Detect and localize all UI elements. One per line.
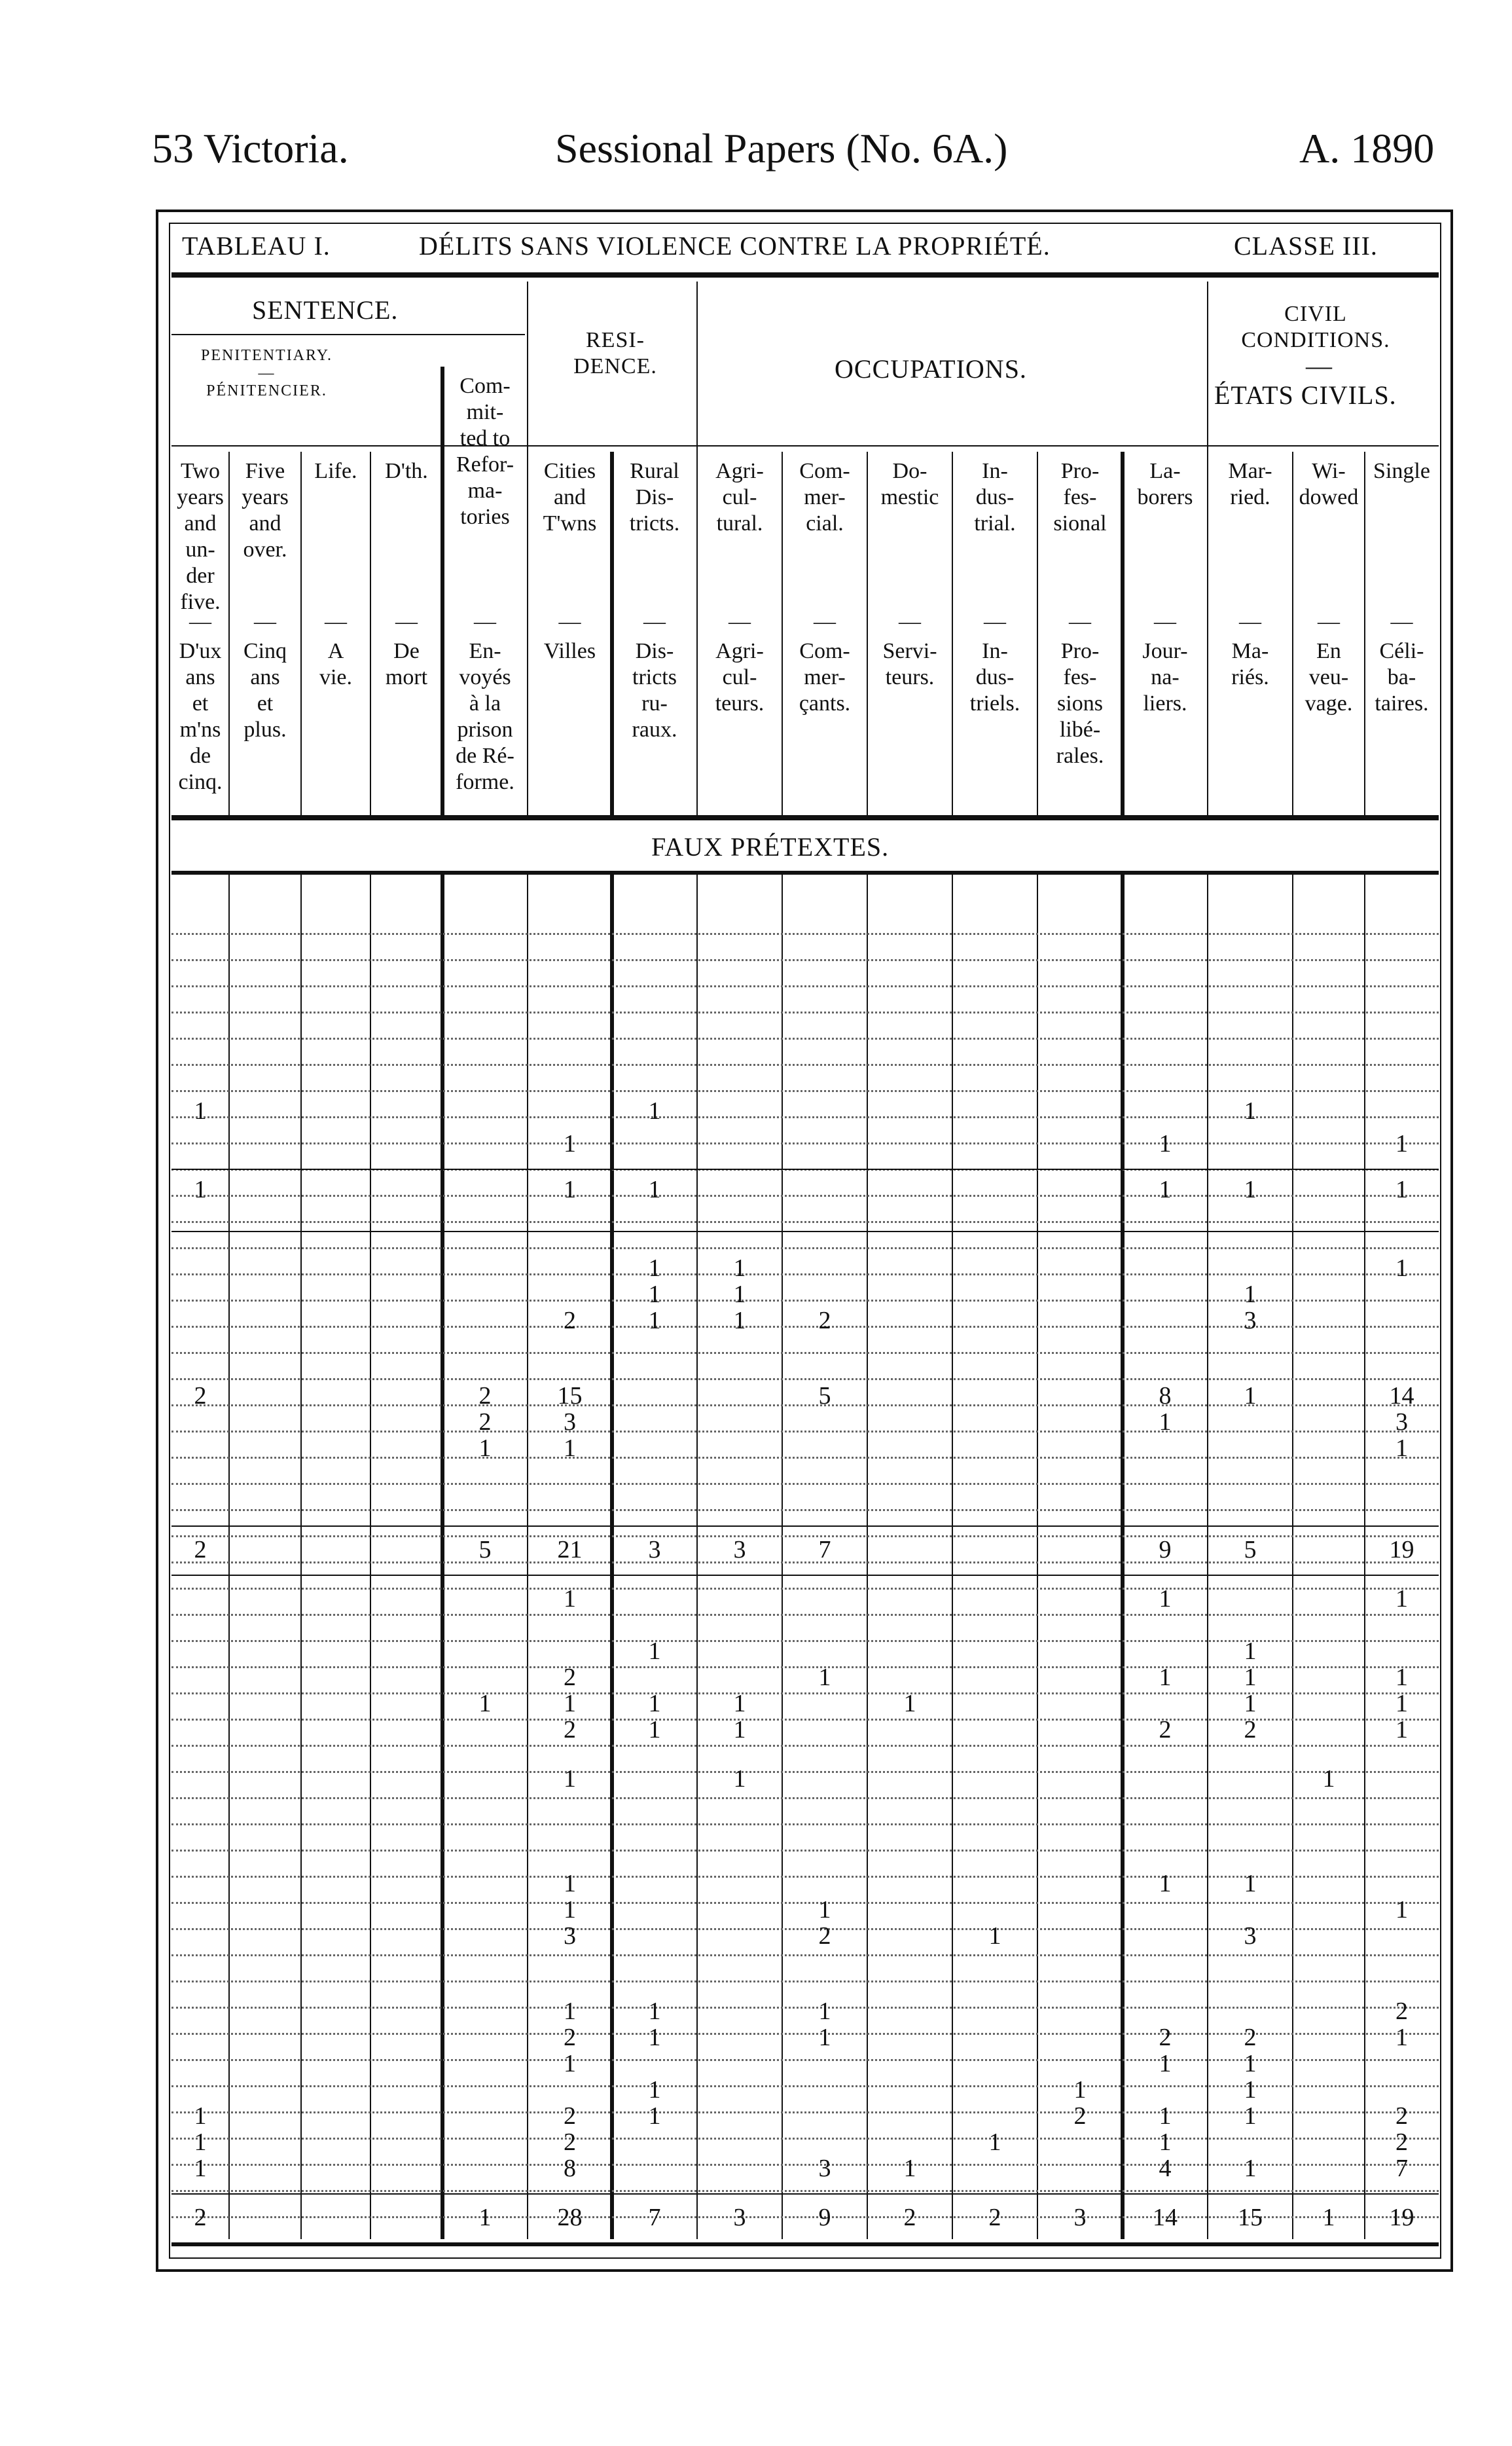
row-leader	[171, 1090, 1439, 1092]
table-cell: 2	[564, 2128, 576, 2156]
row-leader	[171, 1038, 1439, 1040]
column-header-fr: D'ux ans et m'ns de cinq.	[178, 639, 223, 794]
column-header-en: Com- mit- ted to Refor- ma- tories	[456, 374, 514, 529]
table-cell: 1	[564, 1998, 576, 2025]
table-cell: 2	[1159, 1716, 1172, 1743]
subtotal-rule	[171, 1525, 1439, 1527]
table-cell: 5	[478, 1536, 492, 1563]
table-cell: 1	[1322, 2204, 1335, 2231]
column-header-en: Com- mer- cial.	[799, 459, 850, 536]
table-cell: 2	[194, 2204, 207, 2231]
column-rule	[228, 452, 230, 815]
column-rule	[1364, 452, 1365, 815]
column-header-en: Two years and un- der five.	[177, 459, 224, 614]
column-rule	[1207, 282, 1208, 815]
table-cell: 1	[648, 1254, 661, 1282]
table-cell: 1	[648, 1307, 661, 1334]
column-header-dash: —	[729, 610, 751, 634]
table-cell: 1	[564, 1870, 576, 1897]
row-leader	[171, 1142, 1439, 1144]
subtotal-rule	[171, 2193, 1439, 2195]
table-cell: 1	[1159, 1130, 1172, 1158]
header-bottom-rule	[171, 815, 1439, 820]
table-cell: 2	[1244, 2024, 1257, 2051]
table-cell: 8	[1159, 1382, 1172, 1410]
column-header-fr: Ma- riés.	[1231, 639, 1269, 689]
row-leader	[171, 1509, 1439, 1511]
table-cell: 1	[733, 1307, 746, 1334]
table-cell: 1	[1159, 2050, 1172, 2077]
table-cell: 1	[1159, 1408, 1172, 1436]
table-cell: 3	[564, 1922, 576, 1950]
sentence-subrule	[171, 334, 525, 335]
column-rule	[1121, 452, 1125, 815]
table-cell: 19	[1389, 1536, 1414, 1563]
table-cell: 1	[1159, 2128, 1172, 2156]
column-header-fr: Cinq ans et plus.	[243, 639, 287, 742]
column-header-fr: Jour- na- liers.	[1142, 639, 1188, 716]
column-header-dash: —	[984, 610, 1006, 634]
page-header-center: Sessional Papers (No. 6A.)	[555, 125, 1008, 172]
row-leader	[171, 1431, 1439, 1433]
column-header-fr: In- dus- triels.	[969, 639, 1020, 716]
column-header-fr: Com- mer- çants.	[799, 639, 851, 716]
table-cell: 1	[1244, 2155, 1257, 2182]
column-header-en: In- dus- trial.	[974, 459, 1016, 536]
table-cell: 1	[733, 1716, 746, 1743]
table-cell: 1	[648, 1998, 661, 2025]
penitentiary-dash: —	[258, 365, 276, 382]
row-leader	[171, 959, 1439, 961]
table-cell: 1	[733, 1254, 746, 1282]
table-cell: 1	[1395, 1176, 1408, 1203]
table-cell: 3	[733, 1536, 746, 1563]
table-cell: 5	[1244, 1536, 1257, 1563]
column-header-fr: En- voyés à la prison de Ré- forme.	[456, 639, 514, 794]
table-cell: 1	[818, 2024, 831, 2051]
table-cell: 15	[1238, 2204, 1263, 2231]
column-rule	[782, 452, 783, 815]
column-header-dash: —	[1154, 610, 1176, 634]
column-header-dash: —	[189, 610, 211, 634]
table-cell: 1	[564, 1690, 576, 1717]
table-cell: 1	[1395, 1690, 1408, 1717]
table-cell: 1	[478, 1434, 492, 1462]
table-cell: 2	[478, 1382, 492, 1410]
occupations-group: OCCUPATIONS.	[835, 354, 1027, 384]
table-cell: 1	[648, 1097, 661, 1125]
table-cell: 1	[988, 2128, 1001, 2156]
row-leader	[171, 1614, 1439, 1616]
table-cell: 1	[194, 2155, 207, 2182]
column-rule	[610, 452, 614, 815]
etats-civils-label: ÉTATS CIVILS.	[1214, 380, 1397, 410]
residence-group: RESI- DENCE.	[573, 328, 657, 378]
table-cell: 1	[1244, 1664, 1257, 1691]
row-leader	[171, 1850, 1439, 1852]
column-rule	[300, 452, 302, 815]
table-cell: 1	[1244, 2076, 1257, 2104]
row-leader	[171, 1457, 1439, 1459]
column-header-dash: —	[814, 610, 836, 634]
column-rule	[696, 282, 698, 815]
page-header-left: 53 Victoria.	[152, 125, 349, 172]
row-leader	[171, 1064, 1439, 1066]
table-title: DÉLITS SANS VIOLENCE CONTRE LA PROPRIÉTÉ.	[419, 231, 1051, 261]
column-rule	[527, 282, 528, 815]
column-header-en: Do- mestic	[880, 459, 939, 509]
table-cell: 2	[1395, 1998, 1408, 2025]
table-cell: 1	[1395, 1716, 1408, 1743]
column-header-dash: —	[1069, 610, 1091, 634]
table-cell: 2	[194, 1382, 207, 1410]
table-cell: 3	[1395, 1408, 1408, 1436]
table-cell: 1	[564, 1896, 576, 1924]
column-header-fr: Céli- ba- taires.	[1375, 639, 1429, 716]
table-cell: 2	[564, 1716, 576, 1743]
column-header-dash: —	[899, 610, 921, 634]
table-cell: 1	[194, 1097, 207, 1125]
table-cell: 1	[564, 1176, 576, 1203]
row-leader	[171, 1981, 1439, 1982]
table-cell: 1	[818, 1664, 831, 1691]
table-cell: 7	[648, 2204, 661, 2231]
row-leader	[171, 1221, 1439, 1223]
table-cell: 4	[1159, 2155, 1172, 2182]
column-header-dash: —	[1318, 610, 1340, 634]
table-cell: 1	[648, 2102, 661, 2130]
title-rule	[171, 272, 1439, 278]
table-cell: 1	[733, 1765, 746, 1793]
column-header-fr: Dis- tricts ru- raux.	[632, 639, 677, 742]
table-cell: 1	[903, 1690, 916, 1717]
table-cell: 1	[1395, 1434, 1408, 1462]
row-leader	[171, 1247, 1439, 1249]
table-cell: 3	[1244, 1307, 1257, 1334]
table-cell: 1	[194, 2102, 207, 2130]
table-cell: 7	[818, 1536, 831, 1563]
column-header-dash: —	[395, 610, 418, 634]
table-cell: 9	[1159, 1536, 1172, 1563]
row-leader	[171, 1378, 1439, 1380]
row-leader	[171, 2190, 1439, 2192]
table-cell: 3	[648, 1536, 661, 1563]
table-cell: 1	[1244, 1097, 1257, 1125]
column-header-fr: Pro- fes- sions libé- rales.	[1056, 639, 1104, 768]
table-cell: 1	[648, 1281, 661, 1308]
column-rule	[952, 452, 953, 815]
table-cell: 1	[1159, 1664, 1172, 1691]
table-cell: 1	[194, 1176, 207, 1203]
column-rule	[867, 452, 868, 815]
penitentiary-label: PENITENTIARY.	[201, 347, 333, 364]
table-cell: 1	[648, 1690, 661, 1717]
table-cell: 5	[818, 1382, 831, 1410]
row-leader	[171, 1823, 1439, 1825]
table-cell: 1	[1395, 1130, 1408, 1158]
column-header-en: D'th.	[385, 459, 428, 483]
classe-label: CLASSE III.	[1234, 231, 1378, 261]
table-cell: 1	[733, 1690, 746, 1717]
column-header-dash: —	[254, 610, 276, 634]
table-cell: 2	[818, 1307, 831, 1334]
subtotal-rule	[171, 1231, 1439, 1232]
row-leader	[171, 985, 1439, 987]
table-cell: 1	[648, 2024, 661, 2051]
column-header-fr: Servi- teurs.	[882, 639, 937, 689]
table-cell: 2	[1395, 2128, 1408, 2156]
column-header-en: La- borers	[1137, 459, 1193, 509]
table-cell: 3	[564, 1408, 576, 1436]
table-cell: 1	[648, 1176, 661, 1203]
table-cell: 1	[988, 1922, 1001, 1950]
table-cell: 2	[1073, 2102, 1087, 2130]
row-leader	[171, 1588, 1439, 1590]
table-cell: 1	[733, 1281, 746, 1308]
table-cell: 2	[564, 1664, 576, 1691]
table-cell: 1	[1159, 1176, 1172, 1203]
row-leader	[171, 1483, 1439, 1485]
table-cell: 1	[564, 1434, 576, 1462]
table-cell: 1	[194, 2128, 207, 2156]
table-cell: 1	[1395, 2024, 1408, 2051]
column-header-fr: Agri- cul- teurs.	[715, 639, 765, 716]
table-cell: 1	[1244, 1690, 1257, 1717]
table-cell: 14	[1389, 1382, 1414, 1410]
civil-conditions-group: CIVIL CONDITIONS.	[1241, 302, 1390, 352]
table-cell: 2	[903, 2204, 916, 2231]
column-header-en: Mar- ried.	[1228, 459, 1272, 509]
column-header-dash: —	[1239, 610, 1261, 634]
table-cell: 7	[1395, 2155, 1408, 2182]
row-leader	[171, 1771, 1439, 1773]
table-cell: 1	[1395, 1585, 1408, 1613]
column-rule	[441, 367, 444, 815]
table-cell: 1	[1159, 1585, 1172, 1613]
table-cell: 2	[1395, 2102, 1408, 2130]
table-cell: 9	[818, 2204, 831, 2231]
section-rule	[171, 871, 1439, 875]
column-header-dash: —	[558, 610, 581, 634]
column-header-fr: En veu- vage.	[1305, 639, 1353, 716]
row-leader	[171, 2138, 1439, 2140]
column-header-en: Five years and over.	[242, 459, 289, 562]
table-cell: 2	[478, 1408, 492, 1436]
penitencier-label: PÉNITENCIER.	[206, 382, 327, 399]
column-header-en: Wi- dowed	[1299, 459, 1359, 509]
table-cell: 1	[1073, 2076, 1087, 2104]
table-cell: 1	[564, 2050, 576, 2077]
table-cell: 1	[1244, 1637, 1257, 1665]
subtotal-rule	[171, 1575, 1439, 1576]
table-cell: 2	[1244, 1716, 1257, 1743]
section-label: FAUX PRÉTEXTES.	[651, 832, 890, 862]
page-header-right: A. 1890	[1299, 125, 1435, 172]
column-header-en: Single	[1373, 459, 1430, 483]
table-cell: 3	[818, 2155, 831, 2182]
table-cell: 1	[564, 1130, 576, 1158]
table-cell: 1	[648, 1716, 661, 1743]
table-cell: 2	[818, 1922, 831, 1950]
row-leader	[171, 1273, 1439, 1275]
table-cell: 1	[1244, 2102, 1257, 2130]
table-cell: 1	[648, 1637, 661, 1665]
table-cell: 1	[478, 1690, 492, 1717]
column-rule	[370, 452, 371, 815]
table-cell: 2	[564, 2024, 576, 2051]
column-header-dash: —	[325, 610, 347, 634]
column-header-dash: —	[1390, 610, 1413, 634]
table-cell: 3	[733, 2204, 746, 2231]
table-cell: 1	[818, 1998, 831, 2025]
table-cell: 1	[1395, 1896, 1408, 1924]
table-cell: 1	[1244, 1176, 1257, 1203]
column-header-en: Rural Dis- tricts.	[629, 459, 680, 536]
table-cell: 3	[1073, 2204, 1087, 2231]
penitentiary-group	[173, 347, 360, 400]
column-header-en: Life.	[314, 459, 357, 483]
column-header-en: Pro- fes- sional	[1053, 459, 1107, 536]
table-cell: 1	[1244, 1382, 1257, 1410]
table-cell: 3	[1244, 1922, 1257, 1950]
column-header-fr: Villes	[543, 639, 596, 663]
row-leader	[171, 1797, 1439, 1799]
table-cell: 2	[988, 2204, 1001, 2231]
table-cell: 1	[648, 2076, 661, 2104]
table-cell: 2	[194, 1536, 207, 1563]
table-cell: 1	[1244, 2050, 1257, 2077]
table-cell: 1	[1395, 1664, 1408, 1691]
sentence-group: SENTENCE.	[252, 295, 399, 325]
row-leader	[171, 1745, 1439, 1747]
table-cell: 1	[903, 2155, 916, 2182]
row-leader	[171, 933, 1439, 935]
column-header-dash: —	[474, 610, 496, 634]
table-cell: 21	[557, 1536, 583, 1563]
table-cell: 1	[478, 2204, 492, 2231]
tableau-label: TABLEAU I.	[182, 231, 331, 261]
subtotal-rule	[171, 1169, 1439, 1170]
table-cell: 2	[1159, 2024, 1172, 2051]
table-cell: 1	[564, 1585, 576, 1613]
column-header-en: Cities and T'wns	[543, 459, 597, 536]
column-header-fr: A vie.	[319, 639, 353, 689]
table-cell: 8	[564, 2155, 576, 2182]
table-cell: 1	[1159, 1870, 1172, 1897]
table-cell: 1	[1322, 1765, 1335, 1793]
table-cell: 19	[1389, 2204, 1414, 2231]
row-leader	[171, 1012, 1439, 1013]
table-cell: 15	[557, 1382, 583, 1410]
column-header-dash: —	[643, 610, 666, 634]
column-rule	[1292, 452, 1293, 815]
table-cell: 2	[564, 1307, 576, 1334]
row-leader	[171, 1954, 1439, 1956]
subtotal-rule	[171, 2242, 1439, 2246]
table-cell: 1	[1244, 1870, 1257, 1897]
table-cell: 14	[1153, 2204, 1178, 2231]
column-rule	[1037, 452, 1038, 815]
row-leader	[171, 1352, 1439, 1354]
table-cell: 2	[564, 2102, 576, 2130]
table-cell: 1	[1395, 1254, 1408, 1282]
table-cell: 1	[1159, 2102, 1172, 2130]
column-header-rule	[171, 445, 1439, 447]
table-cell: 1	[564, 1765, 576, 1793]
column-header-fr: De mort	[385, 639, 428, 689]
column-header-en: Agri- cul- tural.	[715, 459, 764, 536]
table-cell: 1	[1244, 1281, 1257, 1308]
civil-dash: —	[1306, 351, 1333, 380]
table-cell: 1	[818, 1896, 831, 1924]
table-cell: 28	[557, 2204, 583, 2231]
